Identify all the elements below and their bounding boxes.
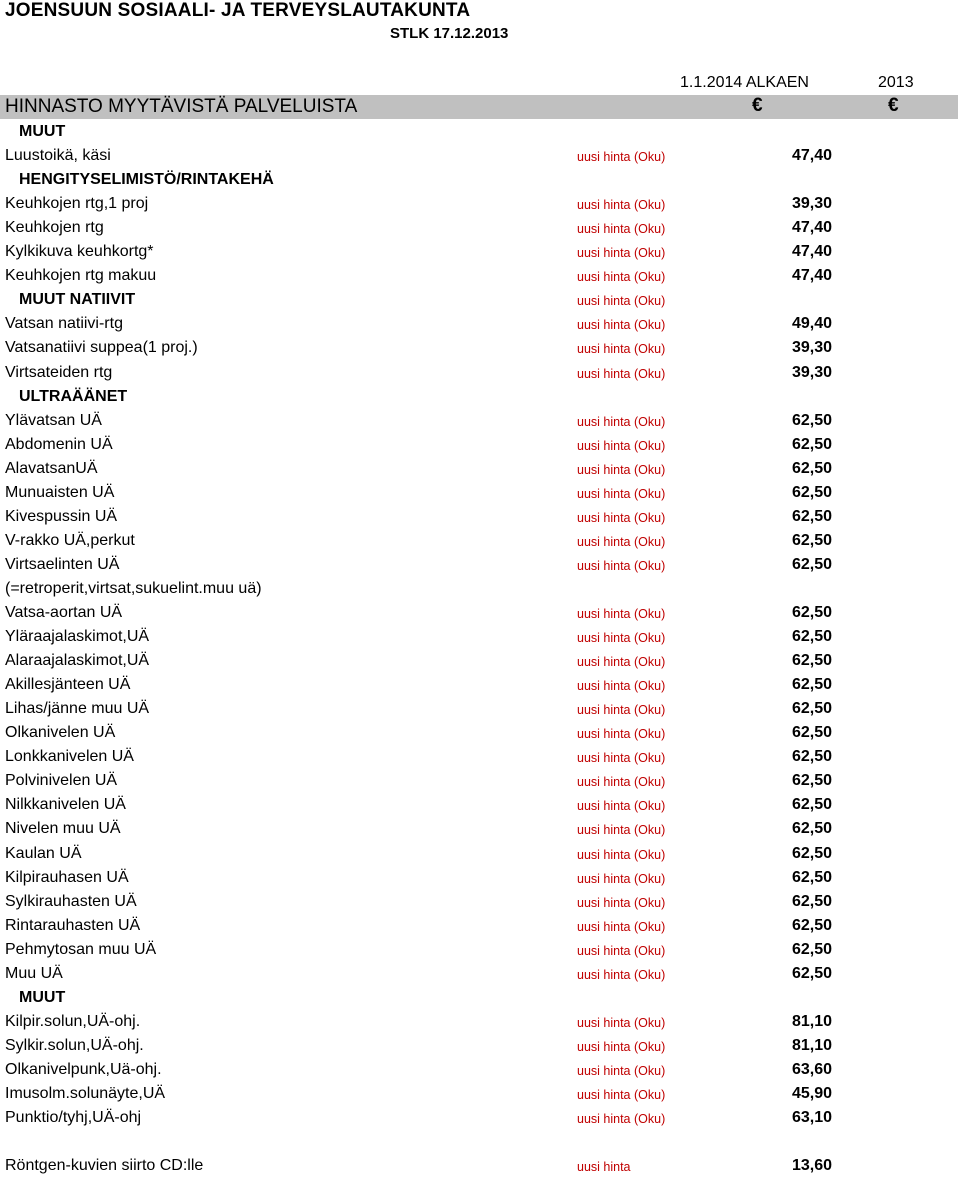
price-row — [0, 866, 960, 890]
price-row — [0, 697, 960, 721]
service-name: Vatsanatiivi suppea(1 proj.) — [5, 339, 198, 357]
price-row — [0, 144, 960, 168]
service-name: Olkanivelen UÄ — [5, 724, 116, 742]
price-row — [0, 649, 960, 673]
price-value: 62,50 — [791, 748, 832, 766]
price-row — [0, 938, 960, 962]
price-value: 62,50 — [791, 628, 832, 646]
service-name: Vatsa-aortan UÄ — [5, 604, 123, 621]
price-row — [0, 793, 960, 817]
price-value: 62,50 — [791, 676, 832, 694]
service-name: Keuhkojen rtg makuu — [5, 267, 157, 285]
price-value: 62,50 — [791, 531, 832, 549]
price-row — [0, 192, 960, 216]
service-name: (=retroperit,virtsat,sukuelint.muu uä) — [5, 579, 262, 597]
price-row — [0, 529, 960, 553]
price-note: uusi hinta (Oku) — [577, 751, 666, 766]
section-heading-label: ULTRAÄÄNET — [19, 387, 128, 405]
service-name: Sylkirauhasten UÄ — [5, 892, 137, 910]
price-value: 62,50 — [791, 796, 832, 814]
service-name: Kylkikuva keuhkortg* — [5, 243, 154, 261]
price-note: uusi hinta (Oku) — [577, 366, 666, 381]
price-note: uusi hinta (Oku) — [577, 438, 666, 453]
price-value: 62,50 — [791, 724, 832, 742]
price-note: uusi hinta (Oku) — [577, 967, 666, 982]
price-note: uusi hinta (Oku) — [577, 414, 666, 429]
price-value: 62,50 — [791, 411, 832, 429]
price-note: uusi hinta — [577, 1160, 631, 1175]
price-note: uusi hinta (Oku) — [577, 222, 666, 237]
service-name: Muu UÄ — [5, 964, 63, 982]
price-note: uusi hinta (Oku) — [577, 462, 666, 477]
price-row — [0, 817, 960, 841]
section-heading-label: MUUT — [19, 123, 66, 140]
price-value: 39,30 — [791, 195, 832, 213]
price-row — [0, 673, 960, 697]
meeting-reference: STLK 17.12.2013 — [390, 25, 509, 42]
service-name: Kaulan UÄ — [5, 844, 82, 862]
price-row — [0, 1010, 960, 1034]
price-value: 81,10 — [791, 1036, 832, 1054]
price-value: 62,50 — [791, 868, 832, 886]
price-note: uusi hinta (Oku) — [577, 799, 666, 814]
price-note: uusi hinta (Oku) — [577, 246, 666, 261]
price-row — [0, 601, 960, 625]
price-value: 62,50 — [791, 459, 832, 477]
price-row — [0, 577, 960, 601]
price-note: uusi hinta (Oku) — [577, 318, 666, 333]
service-name: Röntgen-kuvien siirto CD:lle — [5, 1157, 204, 1175]
price-value: 13,60 — [791, 1157, 832, 1175]
section-heading — [0, 168, 960, 192]
service-name: Nilkkanivelen UÄ — [5, 796, 126, 814]
price-note: uusi hinta (Oku) — [577, 1112, 666, 1127]
price-value: 47,40 — [791, 243, 832, 261]
service-name: Polvinivelen UÄ — [5, 772, 118, 790]
service-name: Kilpir.solun,UÄ-ohj. — [5, 1012, 141, 1030]
service-name: Nivelen muu UÄ — [5, 820, 121, 838]
price-row — [0, 890, 960, 914]
section-heading-label: MUUT NATIIVIT — [19, 291, 136, 309]
price-note: uusi hinta (Oku) — [577, 342, 666, 357]
service-name: Lihas/jänne muu UÄ — [5, 700, 150, 718]
service-name: Virtsateiden rtg — [5, 363, 113, 381]
price-list-title: HINNASTO MYYTÄVISTÄ PALVELUISTA — [5, 96, 358, 117]
service-name: Alaraajalaskimot,UÄ — [5, 652, 150, 670]
service-name: Lonkkanivelen UÄ — [5, 748, 134, 766]
price-note: uusi hinta (Oku) — [577, 534, 666, 549]
price-note: uusi hinta (Oku) — [577, 895, 666, 910]
price-row — [0, 505, 960, 529]
price-row — [0, 409, 960, 433]
price-row — [0, 842, 960, 866]
price-value: 62,50 — [791, 772, 832, 790]
price-note: uusi hinta (Oku) — [577, 655, 666, 670]
price-value: 62,50 — [791, 844, 832, 862]
price-row — [0, 721, 960, 745]
price-value: 62,50 — [791, 892, 832, 910]
price-note: uusi hinta (Oku) — [577, 679, 666, 694]
column-header-new-price: 1.1.2014 ALKAEN — [680, 74, 809, 91]
price-value: 47,40 — [791, 219, 832, 237]
price-note: uusi hinta (Oku) — [577, 510, 666, 525]
price-value: 62,50 — [791, 483, 832, 501]
section-heading-label: MUUT — [19, 988, 66, 1006]
document-title: JOENSUUN SOSIAALI- JA TERVEYSLAUTAKUNTA — [5, 0, 471, 21]
price-row — [0, 1034, 960, 1058]
price-list-header-band — [0, 95, 958, 119]
service-name: Pehmytosan muu UÄ — [5, 940, 157, 958]
price-value: 49,40 — [791, 315, 832, 333]
price-value: 47,40 — [791, 147, 832, 165]
price-row — [0, 336, 960, 360]
price-row — [0, 553, 960, 577]
price-note: uusi hinta (Oku) — [577, 1015, 666, 1030]
service-name: Punktio/tyhj,UÄ-ohj — [5, 1109, 142, 1127]
price-row — [0, 457, 960, 481]
price-row — [0, 745, 960, 769]
price-value: 81,10 — [791, 1012, 832, 1030]
price-row — [0, 240, 960, 264]
section-heading — [0, 288, 960, 312]
euro-symbol-old: € — [888, 95, 899, 116]
service-name: Ylävatsan UÄ — [5, 411, 102, 429]
price-value: 45,90 — [791, 1085, 832, 1102]
price-note: uusi hinta (Oku) — [577, 943, 666, 958]
column-header-old-price: 2013 — [878, 74, 914, 91]
service-name: Rintarauhasten UÄ — [5, 916, 141, 934]
price-value: 62,50 — [791, 652, 832, 670]
service-name: Kivespussin UÄ — [5, 507, 118, 525]
price-note: uusi hinta (Oku) — [577, 727, 666, 742]
price-value: 62,50 — [791, 940, 832, 958]
price-value: 62,50 — [791, 820, 832, 838]
spacer-row — [0, 1130, 960, 1154]
section-heading — [0, 385, 960, 409]
price-note: uusi hinta (Oku) — [577, 294, 666, 309]
price-value: 63,60 — [791, 1060, 832, 1078]
price-note: uusi hinta (Oku) — [577, 847, 666, 862]
price-row — [0, 1082, 960, 1106]
price-row — [0, 433, 960, 457]
price-note: uusi hinta (Oku) — [577, 486, 666, 501]
price-row — [0, 1058, 960, 1082]
price-note: uusi hinta (Oku) — [577, 919, 666, 934]
section-heading — [0, 986, 960, 1010]
price-note: uusi hinta (Oku) — [577, 1088, 666, 1102]
price-note: uusi hinta (Oku) — [577, 631, 666, 646]
service-name: Yläraajalaskimot,UÄ — [5, 628, 150, 646]
service-name: V-rakko UÄ,perkut — [5, 531, 135, 549]
price-value: 62,50 — [791, 507, 832, 525]
service-name: AlavatsanUÄ — [5, 459, 98, 477]
price-value: 63,10 — [791, 1109, 832, 1127]
price-row — [0, 361, 960, 385]
price-row — [0, 216, 960, 240]
service-name: Olkanivelpunk,Uä-ohj. — [5, 1060, 162, 1078]
price-note: uusi hinta (Oku) — [577, 150, 666, 165]
price-row — [0, 1154, 960, 1178]
price-note: uusi hinta (Oku) — [577, 270, 666, 285]
euro-symbol-new: € — [752, 95, 763, 116]
price-value: 62,50 — [791, 604, 832, 621]
price-note: uusi hinta (Oku) — [577, 1039, 666, 1054]
price-value: 62,50 — [791, 555, 832, 573]
price-note: uusi hinta (Oku) — [577, 871, 666, 886]
price-note: uusi hinta (Oku) — [577, 775, 666, 790]
section-heading-label: HENGITYSELIMISTÖ/RINTAKEHÄ — [19, 171, 274, 189]
price-value: 62,50 — [791, 964, 832, 982]
section-heading — [0, 120, 960, 144]
service-name: Luustoikä, käsi — [5, 147, 111, 165]
service-name: Imusolm.solunäyte,UÄ — [5, 1085, 166, 1102]
service-name: Abdomenin UÄ — [5, 435, 113, 453]
service-name: Akillesjänteen UÄ — [5, 676, 131, 694]
price-note: uusi hinta (Oku) — [577, 607, 666, 621]
price-note: uusi hinta (Oku) — [577, 198, 666, 213]
price-value: 62,50 — [791, 435, 832, 453]
service-name: Virtsaelinten UÄ — [5, 555, 120, 573]
price-row — [0, 1106, 960, 1130]
service-name: Vatsan natiivi-rtg — [5, 315, 123, 333]
price-value: 39,30 — [791, 339, 832, 357]
price-row — [0, 962, 960, 986]
service-name: Munuaisten UÄ — [5, 483, 115, 501]
service-name: Kilpirauhasen UÄ — [5, 868, 129, 886]
service-name: Sylkir.solun,UÄ-ohj. — [5, 1036, 144, 1054]
price-row — [0, 625, 960, 649]
price-row — [0, 769, 960, 793]
service-name: Keuhkojen rtg,1 proj — [5, 195, 149, 213]
price-value: 62,50 — [791, 700, 832, 718]
price-value: 39,30 — [791, 363, 832, 381]
service-name: Keuhkojen rtg — [5, 219, 104, 237]
price-note: uusi hinta (Oku) — [577, 823, 666, 838]
price-note: uusi hinta (Oku) — [577, 703, 666, 718]
price-note: uusi hinta (Oku) — [577, 558, 666, 573]
price-value: 47,40 — [791, 267, 832, 285]
price-note: uusi hinta (Oku) — [577, 1063, 666, 1078]
price-row — [0, 481, 960, 505]
price-row — [0, 264, 960, 288]
price-value: 62,50 — [791, 916, 832, 934]
price-row — [0, 312, 960, 336]
price-row — [0, 914, 960, 938]
